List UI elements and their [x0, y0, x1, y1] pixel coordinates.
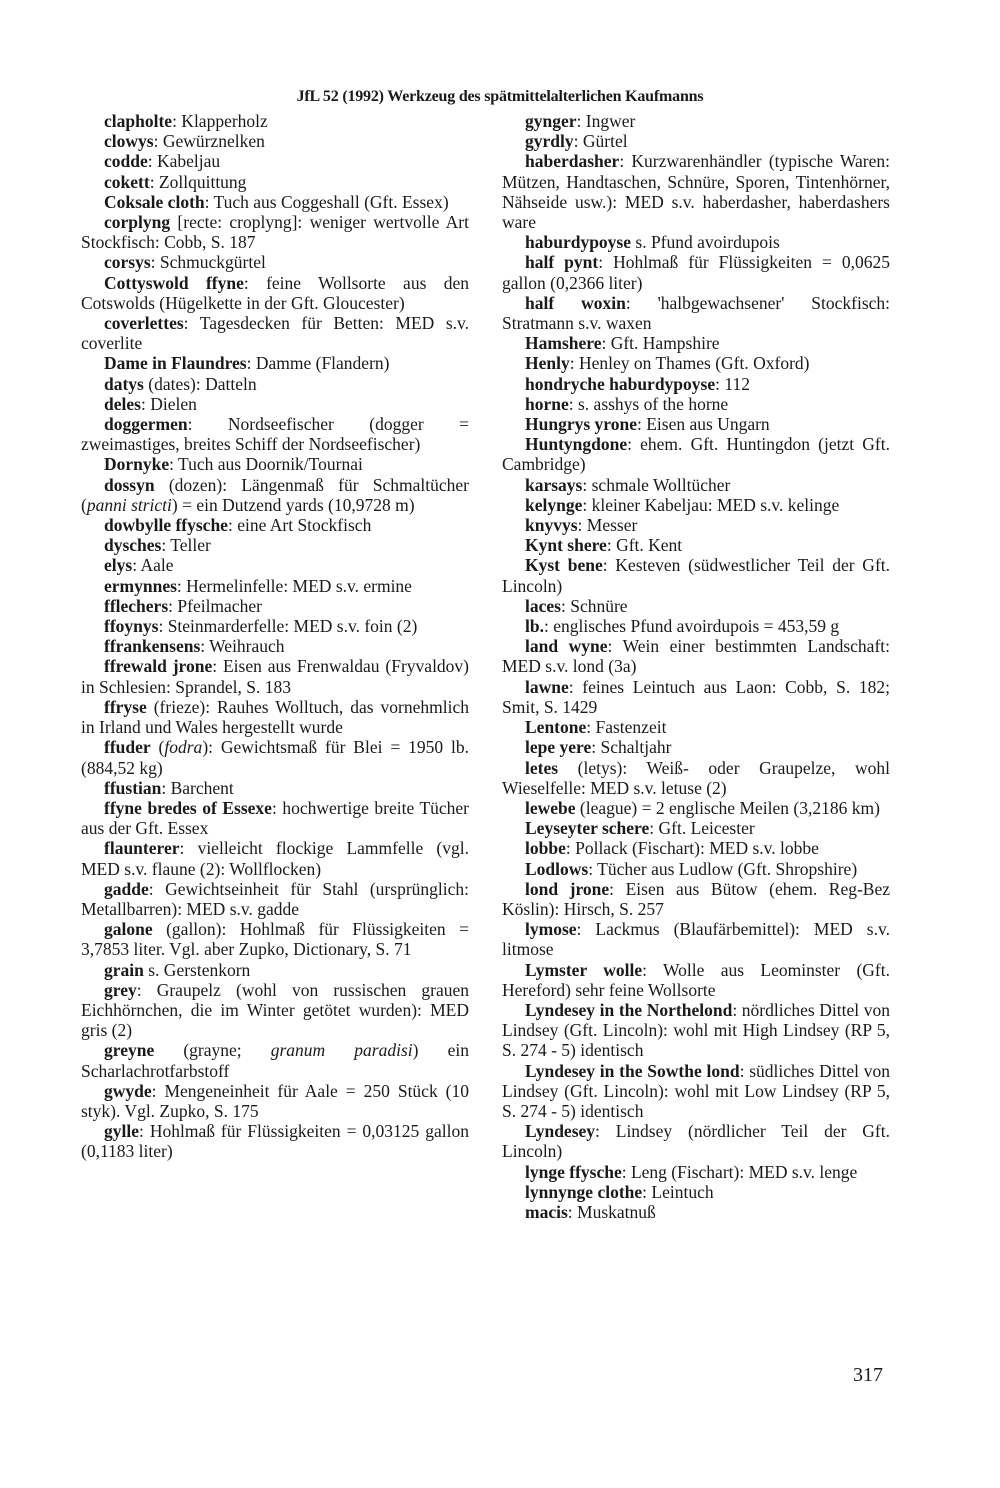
entry-definition: : Pollack (Fischart): MED s.v. lobbe: [565, 838, 819, 859]
glossary-entry: [502, 677, 890, 717]
entry-definition: : Kurzwarenhändler (typische Waren: Mützen, Handtaschen, Schnüre, Sporen, Tintenhörner, Nähseide usw.): MED s.v. haberdasher, haberdashers ware: [502, 151, 890, 233]
entry-definition: : Klapperholz: [172, 111, 268, 131]
entry-italic: panni stricti: [86, 494, 172, 515]
entry-definition: (dozen): Längenmaß für Schmaltücher (: [81, 474, 469, 515]
glossary-entry: [81, 879, 469, 919]
glossary-entry: [81, 697, 469, 737]
entry-term: half pynt: [525, 252, 599, 273]
entry-definition: : 112: [715, 373, 750, 394]
entry-definition: : Wein einer bestimmten Landschaft: MED s.v. lond (3a): [502, 636, 890, 677]
entry-definition: : Tagesdecken für Betten: MED s.v. coverlite: [81, 313, 469, 354]
entry-definition: : Lackmus (Blaufärbemittel): MED s.v. litmose: [502, 919, 890, 960]
entry-definition: : Aale: [132, 555, 174, 576]
entry-definition: : Hohlmaß für Flüssigkeiten = 0,0625 gallon (0,2366 liter): [502, 252, 891, 293]
entry-definition: : Gewürznelken: [153, 131, 265, 152]
glossary-entry: [81, 737, 469, 777]
entry-term: ffyne bredes of Essexe: [104, 797, 272, 818]
entry-term: Hamshere: [525, 333, 602, 354]
glossary-entry: [502, 475, 890, 495]
glossary-entry: [502, 798, 890, 818]
glossary-entry: [502, 353, 890, 373]
glossary-entry: [81, 1040, 469, 1080]
glossary-entry: [81, 212, 469, 252]
glossary-entry: [81, 960, 469, 980]
glossary-entry: [81, 1121, 469, 1161]
entry-term: Lyndesey in the Sowthe lond: [525, 1060, 740, 1081]
entry-term: grey: [104, 979, 137, 1000]
entry-term: deles: [104, 393, 141, 414]
entry-definition: : vielleicht flockige Lammfelle (vgl. MED s.v. flaune (2): Wollflocken): [81, 838, 469, 879]
entry-definition: : Gft. Leicester: [649, 818, 755, 839]
entry-term: coverlettes: [104, 313, 184, 334]
glossary-entry: [502, 717, 890, 737]
entry-term: cokett: [104, 171, 150, 192]
entry-term: Hungrys yrone: [525, 414, 637, 435]
entry-definition: s. Gerstenkorn: [143, 959, 251, 980]
glossary-entry: [81, 414, 469, 454]
entry-term: flaunterer: [104, 838, 180, 859]
glossary-entry: [502, 151, 890, 232]
entry-definition: : Barchent: [161, 777, 234, 798]
glossary-entry: [502, 616, 890, 636]
entry-definition-cont: ): Gewichtsmaß für Blei = 1950 lb. (884,52 kg): [81, 737, 469, 778]
glossary-entry: [502, 232, 890, 252]
glossary-entry: [502, 434, 890, 474]
entry-term: lobbe: [525, 838, 566, 859]
entry-definition: : Schaltjahr: [591, 737, 672, 758]
entry-definition: : Gürtel: [573, 131, 628, 152]
glossary-entry: [81, 111, 469, 131]
glossary-entry: [502, 859, 890, 879]
glossary-entry: [502, 1182, 890, 1202]
entry-term: Lymster wolle: [525, 959, 643, 980]
entry-term: Dornyke: [104, 454, 170, 475]
entry-definition: : Eisen aus Ungarn: [636, 414, 770, 435]
entry-definition: (league) = 2 englische Meilen (3,2186 km): [575, 797, 880, 818]
glossary-entry: [81, 535, 469, 555]
entry-term: gynger: [525, 111, 577, 131]
entry-term: clowys: [104, 131, 154, 152]
entry-term: galone: [104, 919, 153, 940]
glossary-entry: [502, 879, 890, 919]
glossary-entry: [81, 616, 469, 636]
entry-term: fflechers: [104, 595, 169, 616]
entry-definition: : Graupelz (wohl von russischen grauen Eichhörnchen, die im Winter getötet wurden): MED gris (2): [81, 979, 469, 1041]
entry-definition: : Kabeljau: [147, 151, 221, 172]
entry-term: Kynt shere: [525, 535, 607, 556]
entry-term: karsays: [525, 474, 583, 495]
glossary-entry: [502, 293, 890, 333]
glossary-entry: [81, 475, 469, 515]
glossary-entry: [502, 758, 890, 798]
entry-term: ffustian: [104, 777, 162, 798]
glossary-entry: [81, 273, 469, 313]
entry-term: dowbylle ffysche: [104, 515, 228, 536]
entry-term: Coksale cloth: [104, 191, 205, 212]
entry-definition: : feine Wollsorte aus den Cotswolds (Hügelkette in der Gft. Gloucester): [81, 272, 469, 313]
glossary-entry: [81, 172, 469, 192]
entry-italic: fodra: [164, 737, 203, 758]
glossary-entry: [502, 838, 890, 858]
entry-definition: : Henley on Thames (Gft. Oxford): [569, 353, 810, 374]
entry-term: lawne: [525, 676, 569, 697]
entry-term: greyne: [104, 1040, 155, 1061]
entry-term: lb.: [525, 616, 544, 637]
glossary-entry: [81, 636, 469, 656]
entry-definition: : schmale Wolltücher: [582, 474, 731, 495]
glossary-entry: [81, 980, 469, 1041]
entry-definition: : Eisen aus Frenwaldau (Fryvaldov) in Schlesien: Sprandel, S. 183: [81, 656, 470, 697]
entry-definition: : Dielen: [140, 393, 197, 414]
entry-definition: : Tuch aus Coggeshall (Gft. Essex): [204, 191, 449, 212]
entry-definition: : Damme (Flandern): [246, 353, 390, 374]
glossary-entry: [502, 555, 890, 595]
entry-term: dysches: [104, 535, 162, 556]
entry-definition: : Messer: [577, 515, 638, 536]
entry-definition: : Fastenzeit: [586, 717, 667, 738]
entry-definition-cont: ) = ein Dutzend yards (10,9728 m): [171, 494, 415, 515]
entry-term: ffuder: [104, 737, 151, 758]
entry-term: letes: [525, 757, 559, 778]
entry-term: Lentone: [525, 717, 587, 738]
entry-definition: : Hohlmaß für Flüssigkeiten = 0,03125 gallon (0,1183 liter): [81, 1121, 469, 1162]
glossary-entry: [81, 151, 469, 171]
entry-term: horne: [525, 393, 569, 414]
glossary-entry: [81, 778, 469, 798]
entry-definition: : Teller: [161, 535, 211, 556]
glossary-entry: [502, 1000, 890, 1061]
entry-term: datys: [104, 373, 144, 394]
running-header: JfL 52 (1992) Werkzeug des spätmittelalterlichen Kaufmanns: [296, 88, 704, 105]
glossary-entry: [81, 576, 469, 596]
entry-term: gyrdly: [525, 131, 574, 152]
entry-term: lynnynge clothe: [525, 1181, 643, 1202]
glossary-entry: [502, 414, 890, 434]
entry-definition: : Leng (Fischart): MED s.v. lenge: [621, 1161, 858, 1182]
glossary-entry: [502, 1162, 890, 1182]
entry-definition: : Pfeilmacher: [168, 595, 262, 616]
entry-definition: (grayne;: [154, 1040, 271, 1061]
entry-term: lynge ffysche: [525, 1161, 622, 1182]
glossary-entry: [502, 333, 890, 353]
entry-definition: : Steinmarderfelle: MED s.v. foin (2): [158, 616, 418, 637]
entry-term: dossyn: [104, 474, 155, 495]
entry-term: hondryche haburdypoyse: [525, 373, 716, 394]
entry-definition: : 'halbgewachsener' Stockfisch: Stratmann s.v. waxen: [502, 292, 891, 334]
entry-term: macis: [525, 1201, 568, 1222]
glossary-entry: [502, 596, 890, 616]
page-number: 317: [853, 1364, 883, 1386]
entry-term: codde: [104, 151, 148, 172]
entry-definition: : Kesteven (südwestlicher Teil der Gft. Lincoln): [502, 555, 891, 596]
glossary-entry: [81, 656, 469, 696]
entry-term: Kyst bene: [525, 555, 603, 576]
entry-definition: : Mengeneinheit für Aale = 250 Stück (10 styk). Vgl. Zupko, S. 175: [81, 1080, 469, 1121]
entry-term: elys: [104, 555, 133, 576]
entry-definition: : feines Leintuch aus Laon: Cobb, S. 182; Smit, S. 1429: [502, 676, 890, 717]
glossary-entry: [502, 1121, 890, 1161]
glossary-entry: [81, 394, 469, 414]
glossary-entry: [81, 838, 469, 878]
entry-term: corsys: [104, 252, 151, 273]
entry-definition: : Gft. Hampshire: [601, 333, 720, 354]
entry-definition: (: [150, 737, 165, 758]
glossary-entry: [502, 960, 890, 1000]
glossary-entry: [81, 131, 469, 151]
glossary-entry: [81, 374, 469, 394]
right-column: [502, 111, 890, 1222]
entry-term: laces: [525, 595, 561, 616]
entry-term: corplyng: [104, 212, 171, 233]
entry-definition: : Schmuckgürtel: [150, 252, 266, 273]
entry-definition-cont: ) ein Scharlachrotfarbstoff: [81, 1040, 469, 1081]
entry-definition: : Schnüre: [560, 595, 628, 616]
entry-term: Huntyngdone: [525, 434, 628, 455]
entry-definition: (letys): Weiß- oder Graupelze, wohl Wieselfelle: MED s.v. letuse (2): [502, 757, 890, 798]
glossary-entry: [81, 515, 469, 535]
glossary-entry: [502, 515, 890, 535]
entry-term: haberdasher: [525, 151, 620, 172]
glossary-entry: [502, 111, 890, 131]
entry-term: land wyne: [525, 636, 608, 657]
glossary-entry: [81, 252, 469, 272]
entry-term: lepe yere: [525, 737, 592, 758]
entry-definition: : hochwertige breite Tücher aus der Gft. Essex: [81, 797, 469, 839]
entry-term: gylle: [104, 1121, 139, 1142]
entry-definition: [recte: croplyng]: weniger wertvolle Art Stockfisch: Cobb, S. 187: [81, 212, 469, 253]
glossary-entry: [81, 798, 469, 838]
entry-definition: : Zollquittung: [149, 171, 247, 192]
glossary-entry: [81, 1081, 469, 1121]
glossary-entry: [502, 131, 890, 151]
glossary-entry: [81, 192, 469, 212]
entry-italic: granum paradisi: [270, 1040, 413, 1061]
entry-term: gadde: [104, 878, 149, 899]
entry-definition: (gallon): Hohlmaß für Flüssigkeiten = 3,7853 liter. Vgl. aber Zupko, Dictionary, S. 71: [81, 919, 469, 960]
entry-definition: (dates): Datteln: [143, 373, 257, 394]
entry-term: lewebe: [525, 797, 576, 818]
entry-term: Lyndesey: [525, 1121, 596, 1142]
entry-definition: : Eisen aus Bütow (ehem. Reg-Bez Köslin): Hirsch, S. 257: [502, 878, 890, 919]
glossary-entry: [502, 636, 890, 676]
entry-term: Leyseyter schere: [525, 818, 650, 839]
entry-term: Cottyswold ffyne: [104, 272, 244, 293]
glossary-entry: [81, 353, 469, 373]
entry-term: ffrewald jrone: [104, 656, 213, 677]
entry-definition: : Leintuch: [642, 1181, 714, 1202]
glossary-entry: [502, 919, 890, 959]
entry-definition: s. Pfund avoirdupois: [631, 232, 780, 253]
glossary-entry: [502, 818, 890, 838]
entry-definition: (frieze): Rauhes Wolltuch, das vornehmlich in Irland und Wales hergestellt wurde: [81, 696, 469, 738]
entry-definition: : Weihrauch: [200, 636, 285, 657]
glossary-entry: [81, 555, 469, 575]
entry-definition: : Tuch aus Doornik/Tournai: [169, 454, 363, 475]
entry-definition: : Tücher aus Ludlow (Gft. Shropshire): [588, 858, 858, 879]
glossary-entry: [81, 313, 469, 353]
entry-term: haburdypoyse: [525, 232, 632, 253]
entry-definition: : s. asshys of the horne: [568, 393, 729, 414]
glossary-entry: [502, 374, 890, 394]
entry-term: lond jrone: [525, 878, 610, 899]
entry-term: Dame in Flaundres: [104, 353, 247, 374]
entry-term: half woxin: [525, 292, 626, 313]
glossary-entry: [502, 1202, 890, 1222]
entry-definition: : kleiner Kabeljau: MED s.v. kelinge: [582, 494, 840, 515]
entry-term: ffoynys: [104, 616, 159, 637]
glossary-entry: [81, 919, 469, 959]
entry-term: ffrankensens: [104, 636, 201, 657]
entry-definition: : nördliches Dittel von Lindsey (Gft. Lincoln): wohl mit High Lindsey (RP 5, S. 274 - 5) identisch: [502, 999, 890, 1061]
entry-definition: : eine Art Stockfisch: [227, 515, 372, 536]
entry-term: clapholte: [104, 111, 173, 131]
glossary-entry: [502, 535, 890, 555]
glossary-entry: [502, 737, 890, 757]
entry-term: Henly: [525, 353, 570, 374]
entry-term: ffryse: [104, 696, 147, 717]
entry-definition: : Hermelinfelle: MED s.v. ermine: [176, 575, 412, 596]
entry-definition: : englisches Pfund avoirdupois = 453,59 g: [543, 616, 840, 637]
entry-definition: : Wolle aus Leominster (Gft. Hereford) sehr feine Wollsorte: [502, 959, 890, 1000]
glossary-entry: [502, 1061, 890, 1122]
entry-term: ermynnes: [104, 575, 177, 596]
entry-definition: : Lindsey (nördlicher Teil der Gft. Lincoln): [502, 1121, 890, 1162]
glossary-entry: [81, 454, 469, 474]
glossary-entry: [502, 495, 890, 515]
glossary-entry: [502, 394, 890, 414]
entry-definition: : ehem. Gft. Huntingdon (jetzt Gft. Cambridge): [502, 434, 890, 475]
entry-term: kelynge: [525, 494, 583, 515]
entry-term: grain: [104, 959, 144, 980]
entry-term: doggermen: [104, 414, 188, 435]
entry-definition: : Gewichtseinheit für Stahl (ursprünglich: Metallbarren): MED s.v. gadde: [81, 878, 469, 919]
entry-term: knyvys: [525, 515, 578, 536]
entry-definition: : Muskatnuß: [567, 1201, 656, 1222]
entry-term: lymose: [525, 919, 577, 940]
entry-definition: : Nordseefischer (dogger = zweimastiges, breites Schiff der Nordseefischer): [81, 414, 469, 455]
entry-term: Lodlows: [525, 858, 589, 879]
entry-definition: : Gft. Kent: [606, 535, 683, 556]
left-column: [81, 111, 469, 1162]
entry-term: gwyde: [104, 1080, 152, 1101]
glossary-entry: [81, 596, 469, 616]
entry-definition: : Ingwer: [576, 111, 636, 131]
glossary-entry: [502, 252, 890, 292]
entry-definition: : südliches Dittel von Lindsey (Gft. Lincoln): wohl mit Low Lindsey (RP 5, S. 274 - 5) identisch: [502, 1060, 890, 1121]
entry-term: Lyndesey in the Northelond: [525, 999, 733, 1020]
